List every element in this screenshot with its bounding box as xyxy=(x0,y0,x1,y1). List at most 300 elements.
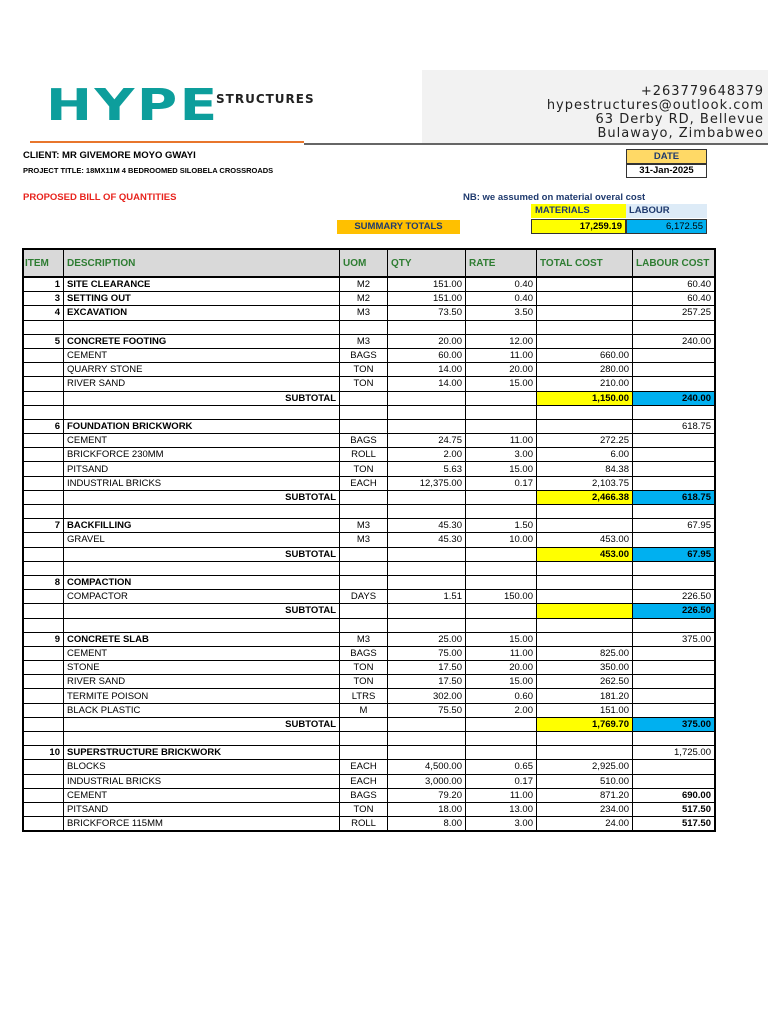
subtotal-materials[interactable]: 1,769.70 xyxy=(537,717,633,731)
cell-item[interactable] xyxy=(23,391,64,405)
cell-rate[interactable]: 0.65 xyxy=(466,760,537,774)
cell-rate[interactable]: 2.00 xyxy=(466,703,537,717)
cell-uom[interactable]: EACH xyxy=(340,760,388,774)
cell-item[interactable] xyxy=(23,802,64,816)
empty-cell[interactable] xyxy=(537,732,633,746)
cell-uom[interactable]: TON xyxy=(340,675,388,689)
cell-description[interactable]: PITSAND xyxy=(64,802,340,816)
cell-qty[interactable]: 45.30 xyxy=(388,519,466,533)
cell-labour-cost[interactable]: 1,725.00 xyxy=(633,746,716,760)
empty-cell[interactable] xyxy=(23,405,64,419)
empty-cell[interactable] xyxy=(537,561,633,575)
cell-rate[interactable]: 15.00 xyxy=(466,632,537,646)
cell-labour-cost[interactable]: 517.50 xyxy=(633,817,716,832)
cell-labour-cost[interactable]: 257.25 xyxy=(633,306,716,320)
cell-item[interactable] xyxy=(23,476,64,490)
cell-rate[interactable] xyxy=(466,575,537,589)
cell-total-cost[interactable]: 453.00 xyxy=(537,533,633,547)
cell-item[interactable]: 9 xyxy=(23,632,64,646)
cell-qty[interactable]: 20.00 xyxy=(388,334,466,348)
cell-qty[interactable]: 17.50 xyxy=(388,675,466,689)
cell-total-cost[interactable]: 350.00 xyxy=(537,661,633,675)
cell-rate[interactable]: 3.00 xyxy=(466,448,537,462)
cell-labour-cost[interactable]: 240.00 xyxy=(633,334,716,348)
cell-item[interactable] xyxy=(23,774,64,788)
cell-description[interactable]: EXCAVATION xyxy=(64,306,340,320)
cell-uom[interactable]: M2 xyxy=(340,277,388,292)
cell-item[interactable] xyxy=(23,760,64,774)
cell-item[interactable] xyxy=(23,363,64,377)
cell-labour-cost[interactable] xyxy=(633,533,716,547)
cell-total-cost[interactable]: 181.20 xyxy=(537,689,633,703)
cell-total-cost[interactable]: 2,925.00 xyxy=(537,760,633,774)
cell-description[interactable]: CEMENT xyxy=(64,348,340,362)
cell-total-cost[interactable] xyxy=(537,519,633,533)
cell-description[interactable]: COMPACTION xyxy=(64,575,340,589)
line-row xyxy=(23,774,715,788)
cell-description[interactable]: BLACK PLASTIC xyxy=(64,703,340,717)
assumption-note: NB: we assumed on material overal cost xyxy=(463,192,646,203)
cell-uom[interactable] xyxy=(340,604,388,618)
cell-labour-cost[interactable] xyxy=(633,448,716,462)
cell-uom[interactable]: BAGS xyxy=(340,646,388,660)
cell-uom[interactable]: BAGS xyxy=(340,434,388,448)
empty-cell[interactable] xyxy=(388,505,466,519)
empty-cell[interactable] xyxy=(64,618,340,632)
header-uom[interactable]: UOM xyxy=(340,249,388,277)
cell-qty[interactable]: 151.00 xyxy=(388,277,466,292)
cell-qty[interactable] xyxy=(388,547,466,561)
cell-uom[interactable]: ROLL xyxy=(340,817,388,832)
cell-uom[interactable]: LTRS xyxy=(340,689,388,703)
empty-cell[interactable] xyxy=(64,505,340,519)
empty-cell[interactable] xyxy=(466,505,537,519)
cell-total-cost[interactable]: 151.00 xyxy=(537,703,633,717)
empty-cell[interactable] xyxy=(23,320,64,334)
cell-item[interactable] xyxy=(23,703,64,717)
header-total-cost[interactable]: TOTAL COST xyxy=(537,249,633,277)
cell-total-cost[interactable]: 84.38 xyxy=(537,462,633,476)
cell-uom[interactable]: TON xyxy=(340,462,388,476)
header-rate[interactable]: RATE xyxy=(466,249,537,277)
cell-qty[interactable] xyxy=(388,604,466,618)
cell-description[interactable]: CONCRETE SLAB xyxy=(64,632,340,646)
cell-labour-cost[interactable] xyxy=(633,760,716,774)
cell-qty[interactable]: 4,500.00 xyxy=(388,760,466,774)
cell-item[interactable] xyxy=(23,604,64,618)
empty-cell[interactable] xyxy=(466,561,537,575)
cell-rate[interactable]: 0.60 xyxy=(466,689,537,703)
contact-block xyxy=(422,70,768,144)
cell-qty[interactable]: 79.20 xyxy=(388,788,466,802)
line-row xyxy=(23,675,715,689)
subtotal-materials[interactable] xyxy=(537,604,633,618)
subtotal-labour[interactable]: 375.00 xyxy=(633,717,716,731)
item-row xyxy=(23,419,715,433)
cell-labour-cost[interactable] xyxy=(633,462,716,476)
cell-rate[interactable] xyxy=(466,547,537,561)
cell-uom[interactable]: TON xyxy=(340,377,388,391)
empty-cell[interactable] xyxy=(633,732,716,746)
cell-item[interactable]: 10 xyxy=(23,746,64,760)
subtotal-materials[interactable]: 1,150.00 xyxy=(537,391,633,405)
cell-uom[interactable]: M3 xyxy=(340,306,388,320)
empty-cell[interactable] xyxy=(537,405,633,419)
cell-labour-cost[interactable] xyxy=(633,661,716,675)
header-qty[interactable]: QTY xyxy=(388,249,466,277)
empty-cell[interactable] xyxy=(633,320,716,334)
cell-description[interactable]: SETTING OUT xyxy=(64,292,340,306)
cell-uom[interactable]: TON xyxy=(340,661,388,675)
cell-uom[interactable] xyxy=(340,717,388,731)
cell-item[interactable]: 8 xyxy=(23,575,64,589)
cell-rate[interactable]: 15.00 xyxy=(466,675,537,689)
cell-uom[interactable]: EACH xyxy=(340,476,388,490)
cell-labour-cost[interactable] xyxy=(633,377,716,391)
empty-cell[interactable] xyxy=(537,505,633,519)
cell-rate[interactable]: 20.00 xyxy=(466,363,537,377)
cell-uom[interactable]: M3 xyxy=(340,533,388,547)
cell-uom[interactable]: TON xyxy=(340,802,388,816)
cell-qty[interactable]: 18.00 xyxy=(388,802,466,816)
subtotal-materials[interactable]: 453.00 xyxy=(537,547,633,561)
cell-qty[interactable]: 151.00 xyxy=(388,292,466,306)
empty-cell[interactable] xyxy=(340,505,388,519)
cell-rate[interactable]: 3.00 xyxy=(466,817,537,832)
empty-cell[interactable] xyxy=(23,505,64,519)
cell-total-cost[interactable] xyxy=(537,292,633,306)
cell-description[interactable]: GRAVEL xyxy=(64,533,340,547)
cell-total-cost[interactable] xyxy=(537,632,633,646)
cell-description[interactable]: CEMENT xyxy=(64,788,340,802)
cell-total-cost[interactable] xyxy=(537,575,633,589)
empty-cell[interactable] xyxy=(340,320,388,334)
cell-rate[interactable]: 150.00 xyxy=(466,590,537,604)
cell-uom[interactable] xyxy=(340,575,388,589)
cell-item[interactable]: 6 xyxy=(23,419,64,433)
cell-qty[interactable]: 17.50 xyxy=(388,661,466,675)
cell-total-cost[interactable]: 234.00 xyxy=(537,802,633,816)
spacer-row xyxy=(23,320,715,334)
cell-item[interactable] xyxy=(23,533,64,547)
empty-cell[interactable] xyxy=(340,732,388,746)
cell-description[interactable]: FOUNDATION BRICKWORK xyxy=(64,419,340,433)
cell-uom[interactable] xyxy=(340,419,388,433)
cell-uom[interactable]: TON xyxy=(340,363,388,377)
labour-total[interactable]: 6,172.55 xyxy=(626,219,707,234)
empty-cell[interactable] xyxy=(466,405,537,419)
cell-item[interactable] xyxy=(23,689,64,703)
cell-qty[interactable]: 12,375.00 xyxy=(388,476,466,490)
item-row xyxy=(23,306,715,320)
empty-cell[interactable] xyxy=(388,732,466,746)
cell-description[interactable]: BACKFILLING xyxy=(64,519,340,533)
cell-total-cost[interactable]: 871.20 xyxy=(537,788,633,802)
cell-rate[interactable]: 11.00 xyxy=(466,646,537,660)
cell-qty[interactable]: 2.00 xyxy=(388,448,466,462)
subtotal-labour[interactable]: 618.75 xyxy=(633,490,716,504)
cell-qty[interactable] xyxy=(388,419,466,433)
cell-qty[interactable]: 8.00 xyxy=(388,817,466,832)
cell-qty[interactable]: 75.50 xyxy=(388,703,466,717)
line-row xyxy=(23,533,715,547)
cell-description[interactable]: TERMITE POISON xyxy=(64,689,340,703)
contact-city: Bulawayo, Zimbabweo xyxy=(597,126,764,141)
cell-qty[interactable] xyxy=(388,746,466,760)
cell-qty[interactable] xyxy=(388,717,466,731)
empty-cell[interactable] xyxy=(388,561,466,575)
subtotal-label[interactable]: SUBTOTAL xyxy=(64,547,340,561)
subtotal-labour[interactable]: 240.00 xyxy=(633,391,716,405)
cell-labour-cost[interactable] xyxy=(633,689,716,703)
empty-cell[interactable] xyxy=(23,732,64,746)
empty-cell[interactable] xyxy=(633,405,716,419)
cell-description[interactable]: INDUSTRIAL BRICKS xyxy=(64,774,340,788)
cell-labour-cost[interactable] xyxy=(633,476,716,490)
cell-rate[interactable]: 0.17 xyxy=(466,476,537,490)
cell-rate[interactable]: 15.00 xyxy=(466,377,537,391)
cell-labour-cost[interactable] xyxy=(633,774,716,788)
empty-cell[interactable] xyxy=(340,618,388,632)
cell-labour-cost[interactable]: 60.40 xyxy=(633,292,716,306)
cell-qty[interactable]: 302.00 xyxy=(388,689,466,703)
cell-item[interactable] xyxy=(23,788,64,802)
cell-labour-cost[interactable]: 375.00 xyxy=(633,632,716,646)
subtotal-label[interactable]: SUBTOTAL xyxy=(64,391,340,405)
subtotal-labour[interactable]: 226.50 xyxy=(633,604,716,618)
cell-rate[interactable]: 0.40 xyxy=(466,292,537,306)
cell-item[interactable]: 7 xyxy=(23,519,64,533)
cell-item[interactable] xyxy=(23,646,64,660)
cell-uom[interactable]: M3 xyxy=(340,519,388,533)
cell-qty[interactable]: 1.51 xyxy=(388,590,466,604)
cell-rate[interactable]: 0.17 xyxy=(466,774,537,788)
cell-qty[interactable] xyxy=(388,391,466,405)
cell-qty[interactable]: 14.00 xyxy=(388,363,466,377)
cell-qty[interactable]: 3,000.00 xyxy=(388,774,466,788)
cell-total-cost[interactable]: 272.25 xyxy=(537,434,633,448)
cell-item[interactable] xyxy=(23,377,64,391)
cell-item[interactable] xyxy=(23,448,64,462)
cell-uom[interactable]: DAYS xyxy=(340,590,388,604)
cell-total-cost[interactable] xyxy=(537,277,633,292)
cell-qty[interactable]: 60.00 xyxy=(388,348,466,362)
cell-description[interactable]: RIVER SAND xyxy=(64,377,340,391)
cell-uom[interactable]: M xyxy=(340,703,388,717)
cell-description[interactable]: SUPERSTRUCTURE BRICKWORK xyxy=(64,746,340,760)
cell-total-cost[interactable] xyxy=(537,746,633,760)
cell-qty[interactable]: 75.00 xyxy=(388,646,466,660)
cell-uom[interactable]: ROLL xyxy=(340,448,388,462)
cell-qty[interactable] xyxy=(388,490,466,504)
cell-uom[interactable]: M2 xyxy=(340,292,388,306)
cell-item[interactable] xyxy=(23,717,64,731)
cell-total-cost[interactable] xyxy=(537,419,633,433)
empty-cell[interactable] xyxy=(633,618,716,632)
cell-item[interactable]: 5 xyxy=(23,334,64,348)
contact-email: hypestructures@outlook.com xyxy=(546,98,764,113)
cell-labour-cost[interactable] xyxy=(633,434,716,448)
empty-cell[interactable] xyxy=(388,618,466,632)
cell-rate[interactable]: 15.00 xyxy=(466,462,537,476)
cell-labour-cost[interactable]: 67.95 xyxy=(633,519,716,533)
cell-labour-cost[interactable] xyxy=(633,675,716,689)
subtotal-materials[interactable]: 2,466.38 xyxy=(537,490,633,504)
cell-rate[interactable]: 12.00 xyxy=(466,334,537,348)
cell-labour-cost[interactable] xyxy=(633,575,716,589)
subtotal-label[interactable]: SUBTOTAL xyxy=(64,717,340,731)
cell-qty[interactable]: 45.30 xyxy=(388,533,466,547)
cell-description[interactable]: SITE CLEARANCE xyxy=(64,277,340,292)
date-label: DATE xyxy=(626,149,707,164)
empty-cell[interactable] xyxy=(466,618,537,632)
cell-labour-cost[interactable] xyxy=(633,363,716,377)
cell-total-cost[interactable] xyxy=(537,334,633,348)
cell-labour-cost[interactable]: 690.00 xyxy=(633,788,716,802)
empty-cell[interactable] xyxy=(633,561,716,575)
cell-rate[interactable] xyxy=(466,746,537,760)
empty-cell[interactable] xyxy=(537,618,633,632)
cell-description[interactable]: BRICKFORCE 230MM xyxy=(64,448,340,462)
cell-qty[interactable]: 25.00 xyxy=(388,632,466,646)
cell-rate[interactable] xyxy=(466,717,537,731)
cell-uom[interactable] xyxy=(340,746,388,760)
cell-total-cost[interactable]: 280.00 xyxy=(537,363,633,377)
header-labour-cost[interactable]: LABOUR COST xyxy=(633,249,716,277)
empty-cell[interactable] xyxy=(23,561,64,575)
empty-cell[interactable] xyxy=(466,732,537,746)
cell-uom[interactable]: M3 xyxy=(340,632,388,646)
cell-item[interactable]: 3 xyxy=(23,292,64,306)
cell-total-cost[interactable]: 510.00 xyxy=(537,774,633,788)
cell-labour-cost[interactable]: 618.75 xyxy=(633,419,716,433)
materials-total[interactable]: 17,259.19 xyxy=(531,219,626,234)
line-row xyxy=(23,434,715,448)
cell-rate[interactable]: 20.00 xyxy=(466,661,537,675)
cell-rate[interactable]: 0.40 xyxy=(466,277,537,292)
cell-item[interactable] xyxy=(23,547,64,561)
empty-cell[interactable] xyxy=(340,405,388,419)
cell-rate[interactable]: 11.00 xyxy=(466,788,537,802)
cell-labour-cost[interactable]: 517.50 xyxy=(633,802,716,816)
cell-uom[interactable]: BAGS xyxy=(340,348,388,362)
cell-description[interactable]: CEMENT xyxy=(64,434,340,448)
empty-cell[interactable] xyxy=(23,618,64,632)
cell-item[interactable] xyxy=(23,675,64,689)
empty-cell[interactable] xyxy=(64,732,340,746)
subtotal-label[interactable]: SUBTOTAL xyxy=(64,490,340,504)
cell-total-cost[interactable]: 2,103.75 xyxy=(537,476,633,490)
cell-description[interactable]: CEMENT xyxy=(64,646,340,660)
date-value[interactable]: 31-Jan-2025 xyxy=(626,164,707,178)
cell-item[interactable] xyxy=(23,434,64,448)
subtotal-row xyxy=(23,717,715,731)
cell-item[interactable] xyxy=(23,590,64,604)
subtotal-label[interactable]: SUBTOTAL xyxy=(64,604,340,618)
cell-description[interactable]: RIVER SAND xyxy=(64,675,340,689)
cell-item[interactable] xyxy=(23,490,64,504)
cell-description[interactable]: STONE xyxy=(64,661,340,675)
cell-total-cost[interactable]: 660.00 xyxy=(537,348,633,362)
empty-cell[interactable] xyxy=(64,320,340,334)
cell-rate[interactable] xyxy=(466,604,537,618)
cell-item[interactable] xyxy=(23,661,64,675)
cell-total-cost[interactable]: 210.00 xyxy=(537,377,633,391)
cell-qty[interactable]: 24.75 xyxy=(388,434,466,448)
cell-qty[interactable]: 5.63 xyxy=(388,462,466,476)
cell-labour-cost[interactable] xyxy=(633,703,716,717)
cell-description[interactable]: QUARRY STONE xyxy=(64,363,340,377)
line-row xyxy=(23,462,715,476)
cell-labour-cost[interactable] xyxy=(633,646,716,660)
cell-uom[interactable] xyxy=(340,391,388,405)
cell-uom[interactable]: BAGS xyxy=(340,788,388,802)
cell-total-cost[interactable]: 825.00 xyxy=(537,646,633,660)
empty-cell[interactable] xyxy=(388,405,466,419)
cell-description[interactable]: PITSAND xyxy=(64,462,340,476)
cell-labour-cost[interactable]: 60.40 xyxy=(633,277,716,292)
cell-rate[interactable]: 3.50 xyxy=(466,306,537,320)
cell-uom[interactable] xyxy=(340,547,388,561)
empty-cell[interactable] xyxy=(633,505,716,519)
cell-rate[interactable]: 11.00 xyxy=(466,434,537,448)
cell-description[interactable]: COMPACTOR xyxy=(64,590,340,604)
cell-rate[interactable]: 1.50 xyxy=(466,519,537,533)
empty-cell[interactable] xyxy=(466,320,537,334)
subtotal-row xyxy=(23,604,715,618)
cell-item[interactable] xyxy=(23,817,64,832)
empty-cell[interactable] xyxy=(537,320,633,334)
cell-labour-cost[interactable] xyxy=(633,348,716,362)
cell-rate[interactable] xyxy=(466,391,537,405)
cell-uom[interactable]: EACH xyxy=(340,774,388,788)
empty-cell[interactable] xyxy=(64,561,340,575)
cell-rate[interactable] xyxy=(466,490,537,504)
header-description[interactable]: DESCRIPTION xyxy=(64,249,340,277)
cell-rate[interactable]: 11.00 xyxy=(466,348,537,362)
cell-total-cost[interactable] xyxy=(537,590,633,604)
cell-uom[interactable] xyxy=(340,490,388,504)
subtotal-labour[interactable]: 67.95 xyxy=(633,547,716,561)
empty-cell[interactable] xyxy=(64,405,340,419)
cell-uom[interactable]: M3 xyxy=(340,334,388,348)
cell-description[interactable]: BRICKFORCE 115MM xyxy=(64,817,340,832)
boq-table xyxy=(22,248,716,832)
cell-item[interactable] xyxy=(23,348,64,362)
cell-total-cost[interactable] xyxy=(537,306,633,320)
empty-cell[interactable] xyxy=(340,561,388,575)
cell-description[interactable]: INDUSTRIAL BRICKS xyxy=(64,476,340,490)
cell-description[interactable]: BLOCKS xyxy=(64,760,340,774)
cell-rate[interactable] xyxy=(466,419,537,433)
cell-rate[interactable]: 10.00 xyxy=(466,533,537,547)
cell-rate[interactable]: 13.00 xyxy=(466,802,537,816)
cell-labour-cost[interactable]: 226.50 xyxy=(633,590,716,604)
header-item[interactable]: ITEM xyxy=(23,249,64,277)
cell-total-cost[interactable]: 24.00 xyxy=(537,817,633,832)
cell-qty[interactable] xyxy=(388,575,466,589)
cell-item[interactable]: 1 xyxy=(23,277,64,292)
item-row xyxy=(23,292,715,306)
cell-item[interactable]: 4 xyxy=(23,306,64,320)
cell-qty[interactable]: 73.50 xyxy=(388,306,466,320)
cell-item[interactable] xyxy=(23,462,64,476)
cell-total-cost[interactable]: 262.50 xyxy=(537,675,633,689)
cell-total-cost[interactable]: 6.00 xyxy=(537,448,633,462)
empty-cell[interactable] xyxy=(388,320,466,334)
cell-qty[interactable]: 14.00 xyxy=(388,377,466,391)
cell-description[interactable]: CONCRETE FOOTING xyxy=(64,334,340,348)
